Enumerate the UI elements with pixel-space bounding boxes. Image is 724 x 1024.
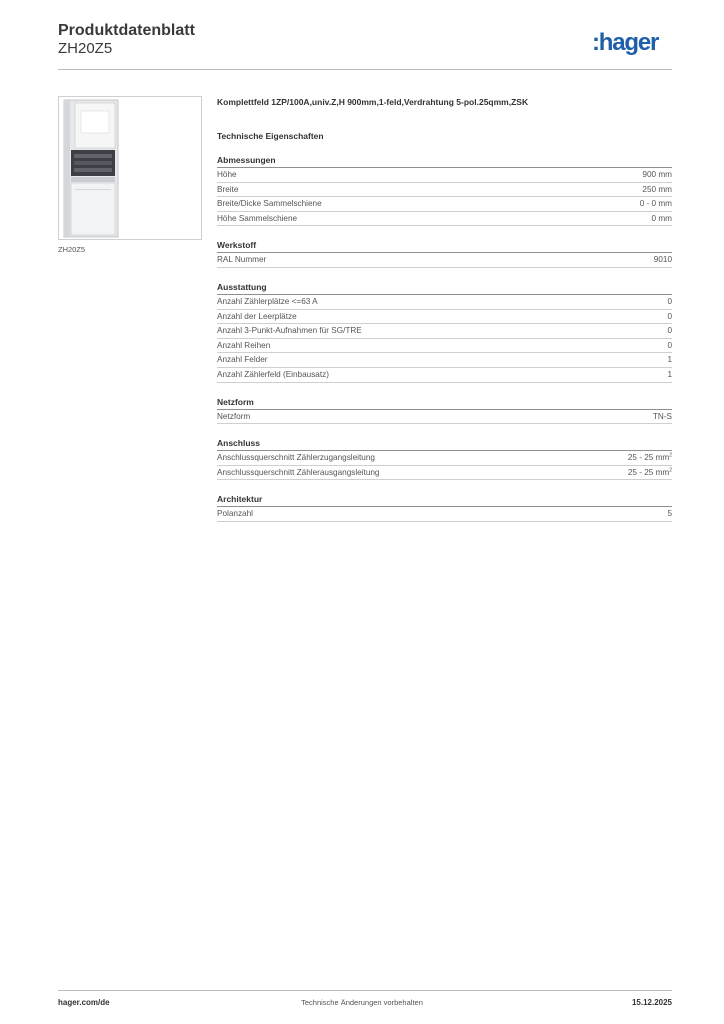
product-description: Komplettfeld 1ZP/100A,univ.Z,H 900mm,1-feld,Verdrahtung 5-pol.25qmm,ZSK — [217, 97, 529, 107]
property-row — [217, 310, 672, 325]
property-label: Polanzahl — [217, 509, 253, 519]
property-row — [217, 212, 672, 227]
section-abmessungen — [217, 155, 672, 226]
page-title: Produktdatenblatt — [58, 22, 195, 39]
property-value — [640, 197, 672, 211]
property-row — [217, 466, 672, 481]
property-label: Anschlussquerschnitt Zählerzugangsleitung — [217, 453, 375, 463]
property-value — [667, 507, 672, 521]
property-value — [654, 253, 672, 267]
section-anschluss — [217, 438, 672, 480]
property-value-text: 25 - 25 mm — [627, 453, 670, 463]
property-label: Anzahl der Leerplätze — [217, 311, 297, 321]
property-label: Anzahl 3-Punkt-Aufnahmen für SG/TRE — [217, 326, 362, 336]
hager-logo — [592, 28, 674, 58]
property-value-text: 0 mm — [651, 213, 672, 223]
property-value — [667, 353, 672, 367]
property-value-text: 5 — [667, 509, 672, 519]
property-value-text: 0 - 0 mm — [639, 199, 672, 209]
property-label: Höhe Sammelschiene — [217, 213, 298, 223]
footer-divider — [58, 990, 672, 991]
property-value — [667, 339, 672, 353]
property-sections — [217, 155, 672, 522]
property-row — [217, 168, 672, 183]
property-value-text: 1 — [667, 355, 672, 365]
property-label: Anzahl Reihen — [217, 340, 271, 350]
header-divider — [58, 69, 672, 70]
datasheet-content — [217, 96, 672, 522]
property-value-text: 0 — [667, 296, 672, 306]
distribution-panel-icon — [59, 97, 201, 239]
property-row — [217, 253, 672, 268]
property-row — [217, 410, 672, 425]
property-value — [652, 212, 672, 226]
property-label: Anschlussquerschnitt Zählerausgangsleitung — [217, 467, 380, 477]
unit-superscript: 2 — [669, 452, 672, 459]
property-value-text: 0 — [667, 340, 672, 350]
section-title: Werkstoff — [217, 240, 672, 253]
property-value-text: TN-S — [652, 411, 672, 421]
property-value — [653, 410, 672, 424]
property-value — [642, 168, 672, 182]
property-value-text: 25 - 25 mm — [627, 467, 670, 477]
section-ausstattung — [217, 282, 672, 383]
section-netzform — [217, 397, 672, 425]
property-value — [628, 466, 672, 480]
section-title: Abmessungen — [217, 155, 672, 168]
section-title: Anschluss — [217, 438, 672, 451]
footer-date: 15.12.2025 — [631, 998, 672, 1007]
property-label: Breite — [217, 184, 239, 194]
property-value — [667, 310, 672, 324]
property-value-text: 1 — [667, 369, 672, 379]
property-row — [217, 324, 672, 339]
svg-text::hager: :hager — [592, 29, 659, 56]
technical-properties-heading: Technische Eigenschaften — [217, 131, 324, 141]
property-row — [217, 197, 672, 212]
property-value — [642, 183, 672, 197]
property-value-text: 9010 — [653, 255, 672, 265]
section-werkstoff — [217, 240, 672, 268]
property-value — [667, 324, 672, 338]
unit-superscript: 2 — [669, 466, 672, 473]
property-value — [628, 451, 672, 465]
property-label: Anzahl Zählerfeld (Einbausatz) — [217, 369, 329, 379]
property-value — [667, 295, 672, 309]
footer-website: hager.com/de — [58, 998, 110, 1007]
section-title: Architektur — [217, 494, 672, 507]
property-value-text: 0 — [667, 311, 672, 321]
section-title: Ausstattung — [217, 282, 672, 295]
property-label: Breite/Dicke Sammelschiene — [217, 199, 322, 209]
property-value-text: 250 mm — [642, 184, 672, 194]
property-label: Anzahl Felder — [217, 355, 268, 365]
section-architektur — [217, 494, 672, 522]
property-value-text: 0 — [667, 326, 672, 336]
article-number: ZH20Z5 — [58, 40, 113, 57]
property-label: Anzahl Zählerplätze <=63 A — [217, 296, 318, 306]
property-row — [217, 353, 672, 368]
section-title: Netzform — [217, 397, 672, 410]
property-value-text: 900 mm — [642, 170, 672, 179]
property-label: Netzform — [217, 411, 251, 421]
property-row — [217, 295, 672, 310]
property-row — [217, 339, 672, 354]
footer-note: Technische Änderungen vorbehalten — [301, 998, 423, 1007]
property-row — [217, 451, 672, 466]
property-label: RAL Nummer — [217, 255, 267, 265]
property-row — [217, 507, 672, 522]
property-row — [217, 368, 672, 383]
property-label: Höhe — [217, 170, 237, 179]
property-value — [667, 368, 672, 382]
product-image — [58, 96, 202, 240]
property-row — [217, 183, 672, 198]
image-caption: ZH20Z5 — [58, 245, 86, 254]
